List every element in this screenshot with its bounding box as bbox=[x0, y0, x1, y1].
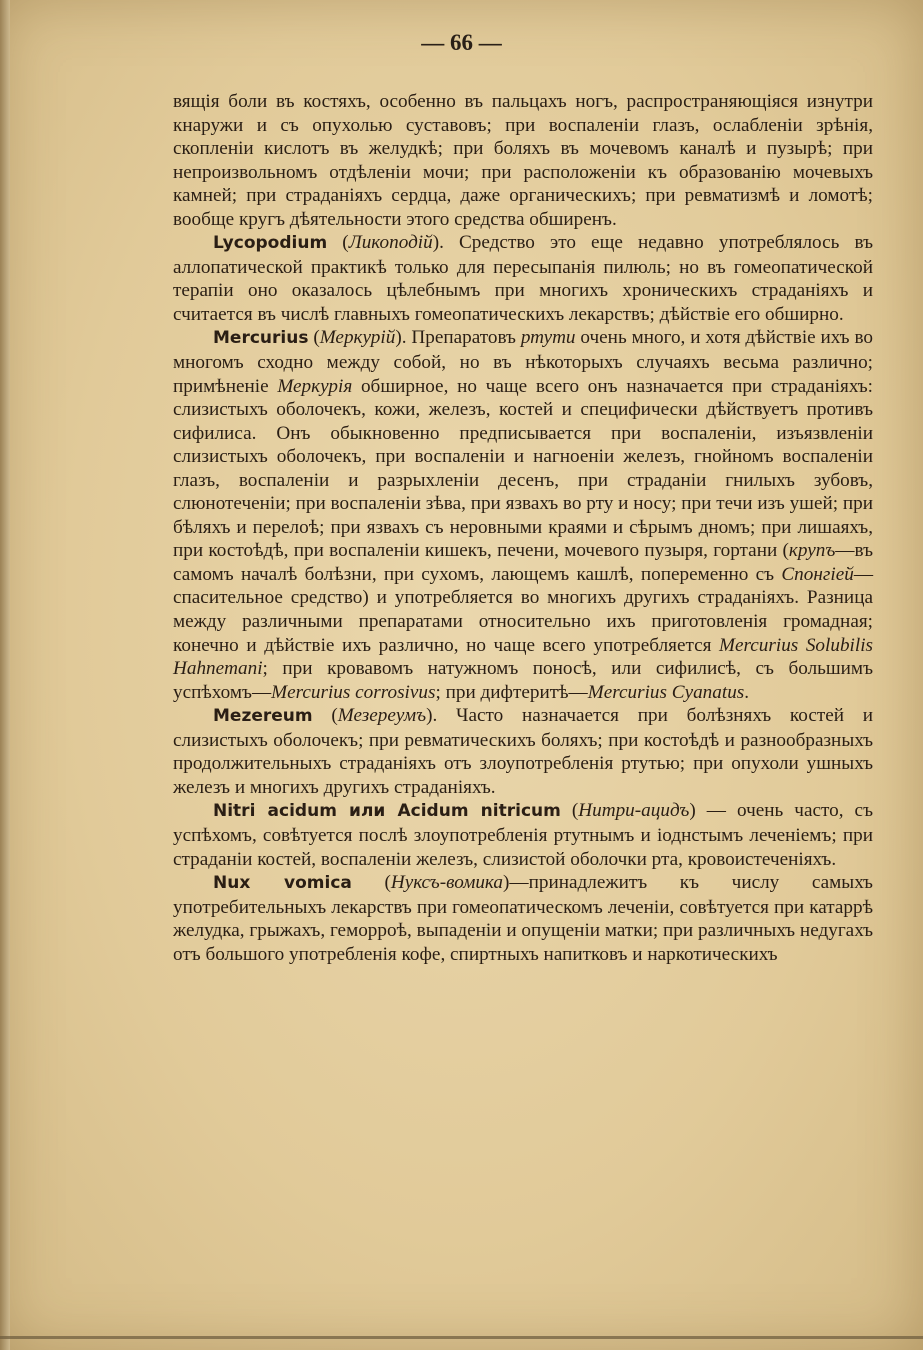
paragraph bbox=[173, 704, 873, 799]
text-run: ). Препаратовъ bbox=[395, 327, 521, 349]
page-binding-edge bbox=[0, 0, 10, 1350]
italic-text: Mercurius Cyanatus bbox=[587, 681, 745, 703]
body-text bbox=[173, 90, 873, 966]
italic-text: Спонгіей bbox=[781, 563, 854, 585]
text-run: ; при кровавомъ натужномъ поносѣ, или сифилисѣ, съ большимъ успѣхомъ— bbox=[173, 658, 873, 703]
remedy-term: Mezereum bbox=[213, 706, 313, 727]
paragraph bbox=[173, 231, 873, 326]
remedy-term: Nux vomica bbox=[213, 873, 352, 894]
text-run: ( bbox=[327, 232, 349, 254]
text-run: —спасительное средство) и употребляется во многихъ другихъ страданіяхъ. Разница между различными препаратами относительно ихъ приготовленія громадная; конечно и дѣйствіе ихъ различно, но чаще всего употребляется bbox=[173, 563, 873, 656]
italic-text: Мезереумъ bbox=[337, 705, 427, 727]
remedy-term: Lycopodium bbox=[213, 233, 328, 254]
text-run: ). Часто назначается при болѣзняхъ костей и слизистыхъ оболочекъ; при ревматическихъ боляхъ; при костоѣдѣ и разнообразныхъ продолжительныхъ страданіяхъ отъ злоупотребленія ртутью; при опухоли ушныхъ железъ и многихъ другихъ страданіяхъ. bbox=[173, 705, 874, 798]
text-run: ( bbox=[312, 705, 338, 727]
italic-text: Mercurius corrosivus bbox=[271, 681, 436, 703]
paragraph bbox=[173, 799, 873, 871]
italic-text: ртути bbox=[520, 327, 576, 349]
text-run: ; при дифтеритѣ— bbox=[435, 681, 588, 703]
text-run: . bbox=[744, 681, 750, 703]
remedy-term: Mercurius bbox=[213, 328, 309, 349]
text-run: )—принадлежитъ къ числу самыхъ употребительныхъ лекарствъ при гомеопатическомъ леченіи, совѣтуется при катаррѣ желудка, грыжахъ, геморроѣ, выпаденіи и опущеніи матки; при различныхъ недугахъ отъ большого употребленія кофе, спиртныхъ напитковъ и наркотическихъ bbox=[173, 872, 873, 965]
text-run: ( bbox=[308, 327, 320, 349]
text-run: —въ самомъ началѣ болѣзни, при сухомъ, лающемъ кашлѣ, попеременно съ bbox=[173, 540, 873, 585]
italic-text: Ликоподій bbox=[348, 232, 433, 254]
remedy-term: Nitri acidum или Acidum nitricum bbox=[213, 801, 561, 822]
text-run: ). Средство это еще недавно употреблялось въ аллопатической практикѣ только для пересыпанія пилюль; но въ гомеопатической терапіи оно оказалось цѣлебнымъ при многихъ хроническихъ страданіяхъ и считается въ числѣ главныхъ гомеопатическихъ лекарствъ; дѣйствіе его обширно. bbox=[173, 232, 874, 325]
italic-text: Нитри-ацидъ bbox=[578, 800, 690, 822]
text-run: обширное, но чаще всего онъ назначается при страданіяхъ: слизистыхъ оболочекъ, кожи, железъ, костей и специфически дѣйствуетъ противъ сифилиса. Онъ обыкновенно предписывается при воспаленіи, изъязвленіи слизистыхъ оболочекъ, при воспаленіи и нагноеніи железъ, гнойномъ воспаленіи глазъ, воспаленіи и разрыхленіи десенъ, при страданіи гнилыхъ зубовъ, слюнотеченіи; при воспаленіи зѣва, при язвахъ во рту и носу; при течи изъ ушей; при бѣляхъ и перелоѣ; при язвахъ съ неровными краями и сѣрымъ дномъ; при лишаяхъ, при костоѣдѣ, при воспаленіи кишекъ, печени, мочевого пузыря, гортани ( bbox=[173, 375, 873, 562]
page-bottom-edge bbox=[0, 1336, 923, 1339]
text-run: очень много, и хотя дѣйствіе ихъ во многомъ сходно между собой, но въ нѣкоторыхъ случаяхъ весьма различно; примѣненіе bbox=[173, 327, 873, 397]
italic-text: Нуксъ-вомика bbox=[390, 872, 504, 894]
paragraph bbox=[173, 90, 873, 231]
italic-text: крупъ bbox=[788, 540, 836, 562]
text-run: ( bbox=[351, 872, 391, 894]
page-number: — 66 — bbox=[421, 30, 502, 55]
text-run: ( bbox=[560, 800, 579, 822]
italic-text: Меркурія bbox=[277, 375, 353, 397]
italic-text: Меркурій bbox=[319, 327, 396, 349]
italic-text: Mercurius Solubilis Hahnemani bbox=[173, 634, 874, 680]
paragraph bbox=[173, 326, 873, 704]
paragraph bbox=[173, 871, 873, 966]
text-run: вящія боли въ костяхъ, особенно въ пальцахъ ногъ, распространяющіяся изнутри кнаружи и съ опухолью суставовъ; при воспаленіи глазъ, ослабленіи зрѣнія, скопленіи кислотъ въ желудкѣ; при боляхъ въ мочевомъ каналѣ и пузырѣ; при непроизвольномъ отдѣленіи мочи; при расположеніи къ образованію мочевыхъ камней; при страданіяхъ сердца, даже органическихъ; при ревматизмѣ и ломотѣ; вообще кругъ дѣятельности этого средства обширенъ. bbox=[173, 91, 873, 230]
text-run: ) — очень часто, съ успѣхомъ, совѣтуется послѣ злоупотребленія ртутнымъ и іоднстымъ леченіемъ; при страданіи костей, воспаленіи железъ, слизистой оболочки рта, кровоистеченіяхъ. bbox=[173, 800, 873, 870]
